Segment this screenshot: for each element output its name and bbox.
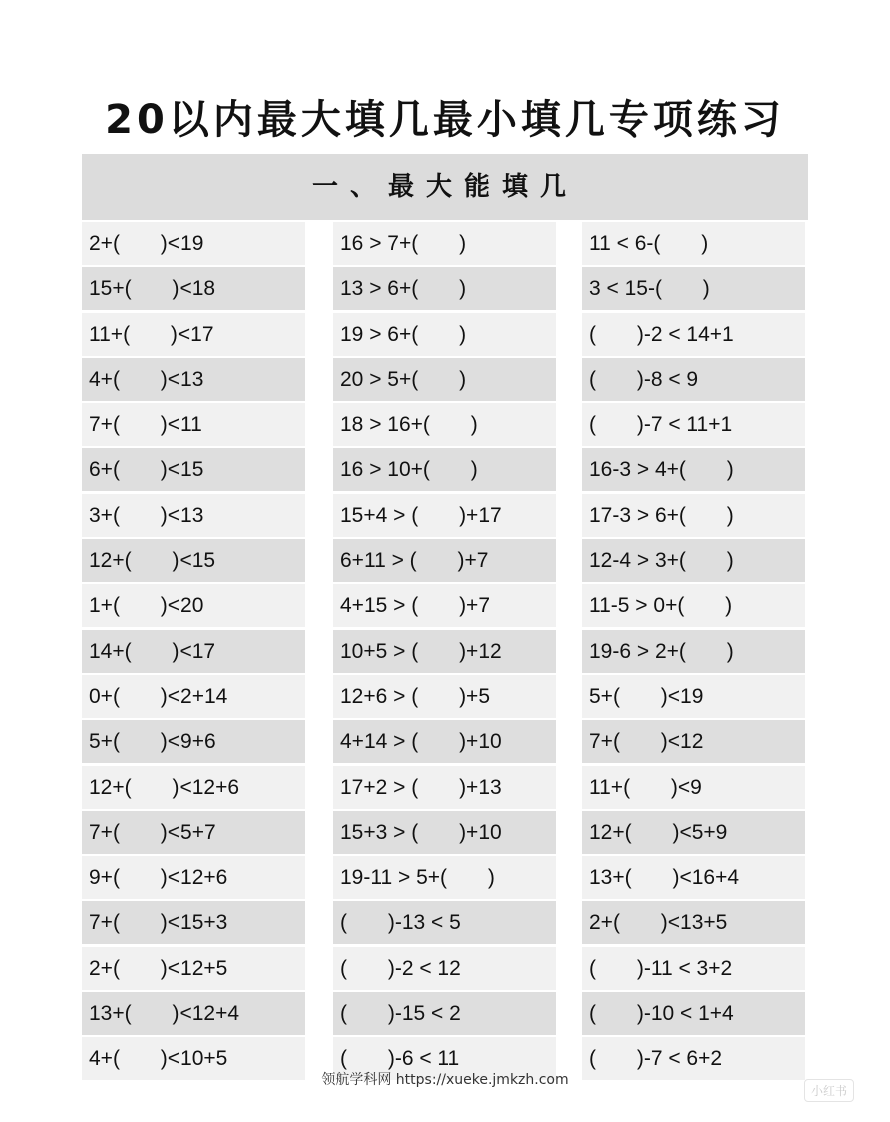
- problem-row: 13+( )<16+4: [582, 856, 805, 899]
- problem-row: 9+( )<12+6: [82, 856, 305, 899]
- problem-row: 4+( )<10+5: [82, 1037, 305, 1080]
- problem-row: 7+( )<5+7: [82, 811, 305, 854]
- problem-row: 13 > 6+( ): [333, 267, 556, 310]
- problem-row: 19-6 > 2+( ): [582, 630, 805, 673]
- problem-row: 14+( )<17: [82, 630, 305, 673]
- problem-row: 3 < 15-( ): [582, 267, 805, 310]
- problem-row: 16 > 7+( ): [333, 222, 556, 265]
- problem-row: 2+( )<13+5: [582, 901, 805, 944]
- problem-row: 11+( )<9: [582, 766, 805, 809]
- problem-row: 18 > 16+( ): [333, 403, 556, 446]
- problem-row: 12+( )<12+6: [82, 766, 305, 809]
- problem-row: 12+6 > ( )+5: [333, 675, 556, 718]
- problem-row: 11-5 > 0+( ): [582, 584, 805, 627]
- problem-row: 20 > 5+( ): [333, 358, 556, 401]
- app-logo: 小红书: [804, 1079, 854, 1102]
- problem-row: 2+( )<19: [82, 222, 305, 265]
- problem-row: 6+11 > ( )+7: [333, 539, 556, 582]
- problem-row: ( )-7 < 6+2: [582, 1037, 805, 1080]
- problem-row: 16 > 10+( ): [333, 448, 556, 491]
- problem-row: 19-11 > 5+( ): [333, 856, 556, 899]
- section-header: 一、最大能填几: [82, 154, 808, 220]
- problem-row: 15+4 > ( )+17: [333, 494, 556, 537]
- problem-row: 5+( )<19: [582, 675, 805, 718]
- problem-row: ( )-6 < 11: [333, 1037, 556, 1080]
- problem-row: ( )-11 < 3+2: [582, 947, 805, 990]
- problem-row: 4+15 > ( )+7: [333, 584, 556, 627]
- problem-column-3: [582, 222, 805, 1083]
- problem-row: 17+2 > ( )+13: [333, 766, 556, 809]
- watermark-text: 领航学科网 https://xueke.jmkzh.com: [321, 1072, 569, 1088]
- problem-row: ( )-13 < 5: [333, 901, 556, 944]
- problem-row: 7+( )<15+3: [82, 901, 305, 944]
- problem-row: 19 > 6+( ): [333, 313, 556, 356]
- problem-column-2: [333, 222, 556, 1083]
- problem-row: 4+( )<13: [82, 358, 305, 401]
- problem-row: 12-4 > 3+( ): [582, 539, 805, 582]
- problem-row: 10+5 > ( )+12: [333, 630, 556, 673]
- problem-row: 6+( )<15: [82, 448, 305, 491]
- problem-row: 11 < 6-( ): [582, 222, 805, 265]
- worksheet: [82, 66, 808, 1086]
- problem-row: 5+( )<9+6: [82, 720, 305, 763]
- problem-row: 0+( )<2+14: [82, 675, 305, 718]
- problem-row: 16-3 > 4+( ): [582, 448, 805, 491]
- problem-row: 15+3 > ( )+10: [333, 811, 556, 854]
- problem-row: 15+( )<18: [82, 267, 305, 310]
- problem-row: 12+( )<5+9: [582, 811, 805, 854]
- problem-row: 7+( )<11: [82, 403, 305, 446]
- problem-row: ( )-8 < 9: [582, 358, 805, 401]
- worksheet-title: 20以内最大填几最小填几专项练习: [105, 97, 785, 143]
- problem-row: 7+( )<12: [582, 720, 805, 763]
- problem-row: 2+( )<12+5: [82, 947, 305, 990]
- problem-row: 12+( )<15: [82, 539, 305, 582]
- problem-row: ( )-2 < 12: [333, 947, 556, 990]
- problem-row: ( )-7 < 11+1: [582, 403, 805, 446]
- problem-row: 4+14 > ( )+10: [333, 720, 556, 763]
- problem-row: 13+( )<12+4: [82, 992, 305, 1035]
- problem-row: ( )-15 < 2: [333, 992, 556, 1035]
- problem-row: 11+( )<17: [82, 313, 305, 356]
- problem-column-1: [82, 222, 305, 1083]
- problem-row: ( )-2 < 14+1: [582, 313, 805, 356]
- problem-row: 1+( )<20: [82, 584, 305, 627]
- problem-row: 3+( )<13: [82, 494, 305, 537]
- problem-row: ( )-10 < 1+4: [582, 992, 805, 1035]
- problem-row: 17-3 > 6+( ): [582, 494, 805, 537]
